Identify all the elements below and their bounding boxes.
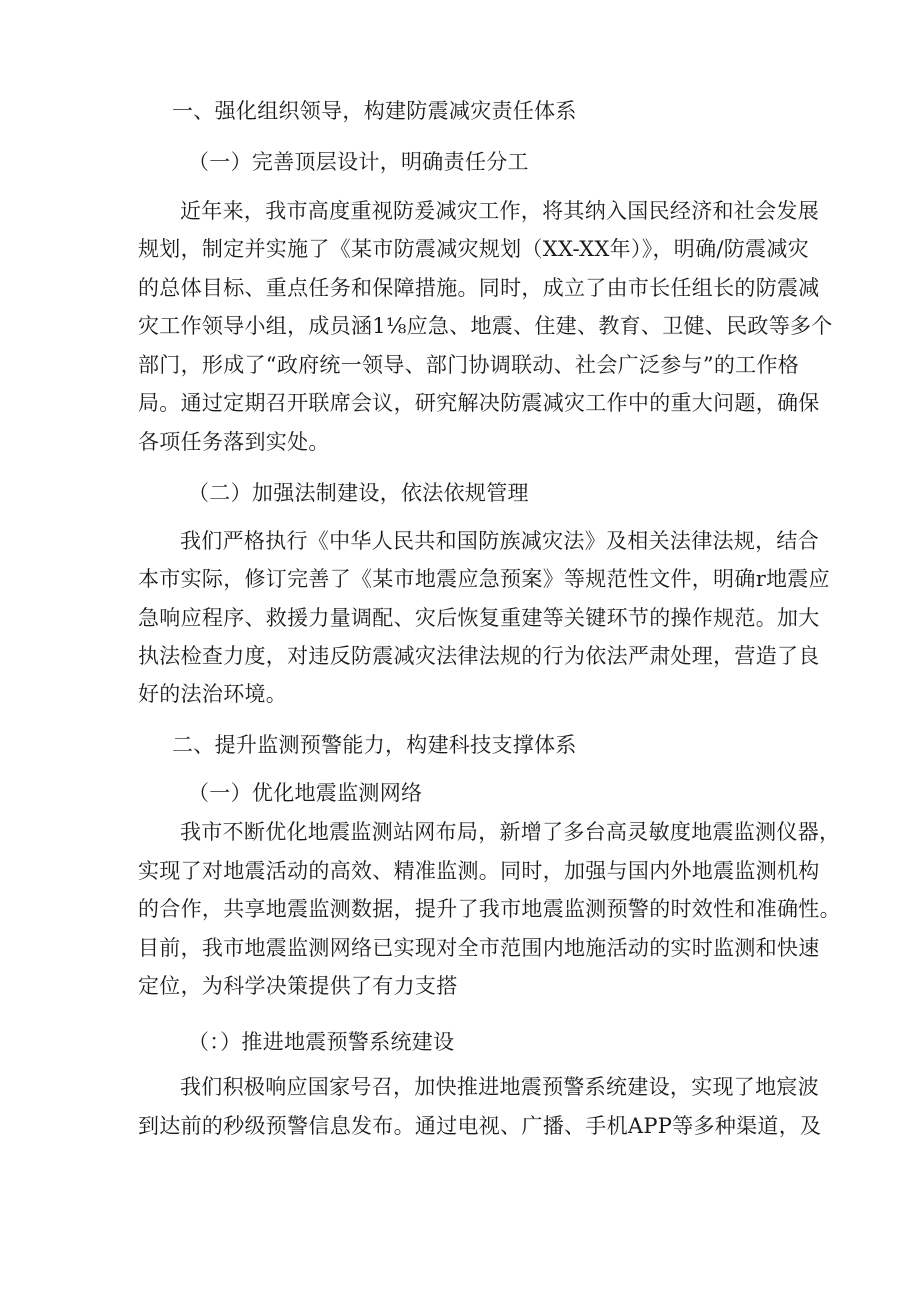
paragraph-line: 各项任务落到实处。 bbox=[138, 430, 330, 454]
paragraph-line: 实现了对地震活动的高效、精准监测。同时，加强与国内外地震监测机构 bbox=[138, 859, 820, 883]
paragraph-line: 的总体目标、重点任务和保障措施。同时，成立了由市长任组长的防震减 bbox=[138, 276, 820, 300]
paragraph-line: 我市不断优化地震监测站网布局，新增了多台高灵敏度地震监测仪器， bbox=[180, 820, 841, 844]
section-heading-2: 二、提升监测预警能力，构建科技支撑体系 bbox=[172, 733, 577, 757]
paragraph-line: 局。通过定期召开联席会议，研究解决防震减灾工作中的重大问题，确保 bbox=[138, 391, 820, 415]
subsection-heading-1-2: （二）加强法制建设，依法依规管理 bbox=[188, 481, 529, 505]
paragraph-line: 我们积极响应国家号召，加快推进地震预警系统建设，实现了地宸波 bbox=[180, 1075, 819, 1099]
section-heading-1: 一、强化组织领导，构建防震减灾责任体系 bbox=[172, 99, 577, 123]
paragraph-line: 目前，我市地震监测网络已实现对全市范围内地施活动的实时监测和快速 bbox=[138, 936, 820, 960]
paragraph-line: 部门，形成了“政府统一领导、部门协调联动、社会广泛参与”的工作格 bbox=[138, 353, 800, 377]
paragraph-line: 灾工作领导小组，成员涵1⅛应急、地震、住建、教育、卫健、民政等多个 bbox=[138, 314, 833, 338]
paragraph-line: 好的法治环境。 bbox=[138, 682, 288, 706]
paragraph-line: 的合作，共享地震监测数据，提升了我市地震监测预警的时效性和准确性。 bbox=[138, 897, 841, 921]
subsection-heading-2-1: （一）优化地震监测网络 bbox=[188, 781, 423, 805]
subsection-heading-2-2: （：）推进地震预警系统建设 bbox=[188, 1030, 455, 1054]
paragraph-line: 到达前的秒级预警信息发布。通过电视、广播、手机APP等多种渠道，及 bbox=[138, 1114, 822, 1138]
paragraph-line: 规划，制定并实施了《某市防震减灾规划（XX-XX年）》，明确/防震减灾 bbox=[138, 237, 809, 261]
paragraph-line: 执法检查力度，对违反防震减灾法律法规的行为依法严肃处理，营造了良 bbox=[138, 644, 820, 668]
paragraph-line: 急响应程序、救援力量调配、灾后恢复重建等关键环节的操作规范。加大 bbox=[138, 606, 820, 630]
paragraph-line: 本市实际，修订完善了《某市地震应急预案》等规范性文件，明确r地震应 bbox=[138, 567, 830, 591]
paragraph-line: 我们严格执行《中华人民共和国防族减灾法》及相关法律法规，结合 bbox=[180, 529, 819, 553]
subsection-heading-1-1: （一）完善顶层设计，明确责任分工 bbox=[188, 150, 529, 174]
paragraph-line: 定位，为科学决策提供了有力支搭 bbox=[138, 974, 458, 998]
paragraph-line: 近年来，我市高度重视防爰减灾工作，将其纳入国民经济和社会发展 bbox=[180, 199, 819, 223]
